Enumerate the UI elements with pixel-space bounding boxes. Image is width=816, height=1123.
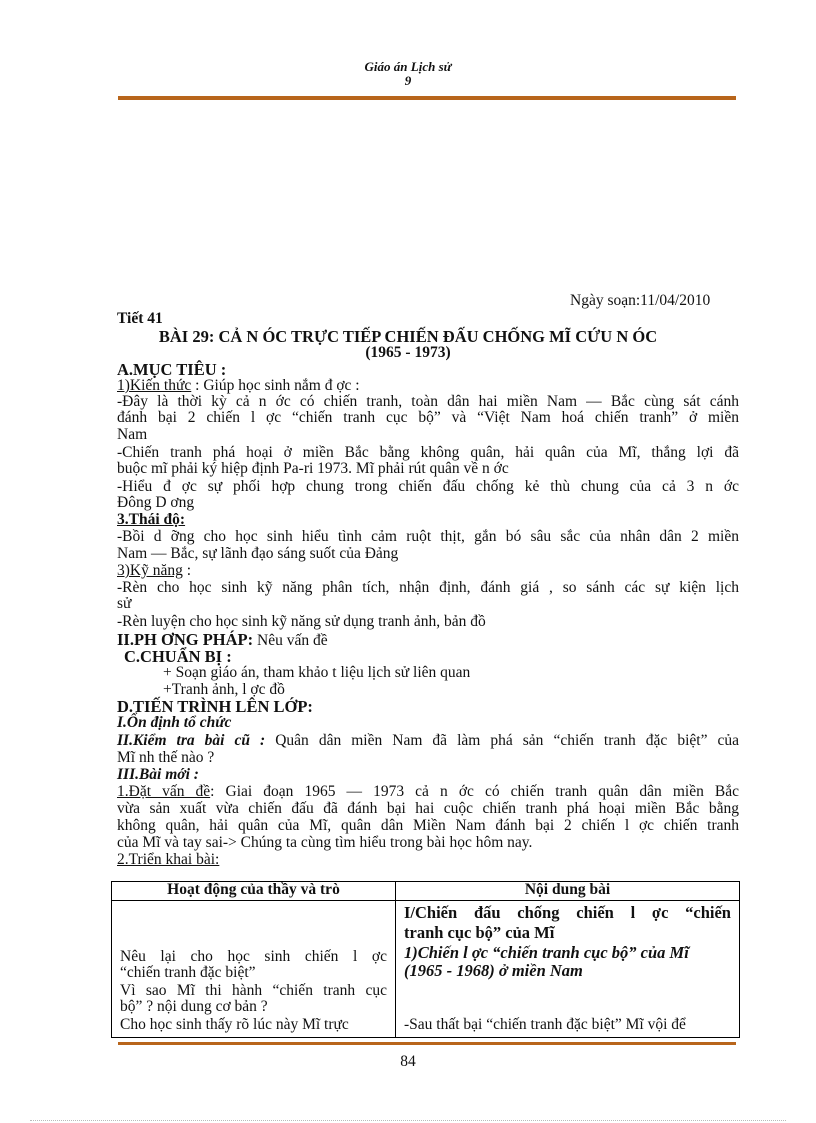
- header-rule: [118, 96, 736, 100]
- knowledge-label: 1)Kiến thức: [117, 377, 192, 394]
- skills-text: -Rèn cho học sinh kỹ năng phân tích, nhận định, đánh giá , so sánh các sự kiện lịch: [117, 579, 739, 596]
- lesson-period: Tiết 41: [117, 310, 163, 327]
- skills-label: 3)Kỹ năng: [117, 562, 183, 579]
- footer-rule: [118, 1042, 736, 1045]
- activity-line: Cho học sinh thấy rõ lúc này Mĩ trực: [120, 1016, 349, 1033]
- attitude-text: Nam — Bắc, sự lãnh đạo sáng suốt của Đảng: [117, 545, 399, 562]
- objectives-heading: A.MỤC TIÊU :: [117, 360, 227, 379]
- step-review-line: [117, 733, 739, 749]
- page-edge-dots: [30, 1120, 786, 1121]
- preparation-item: + Soạn giáo án, tham khảo t liệu lịch sử liên quan: [163, 664, 471, 681]
- deploy-label: 2.Triển khai bài:: [117, 851, 220, 868]
- lesson-years: (1965 - 1973): [365, 344, 451, 361]
- step-stabilize: I.Ổn định tổ chức: [117, 714, 232, 731]
- content-cell: [396, 901, 740, 1038]
- knowledge-text: buộc mĩ phải ký hiệp định Pa-ri 1973. Mĩ phải rút quân về n ớc: [117, 460, 509, 477]
- intro-line: [117, 784, 739, 800]
- intro-text: không quân, hải quân của Mĩ, quân dân Miền Nam đánh bại 2 chiến l ợc chiến tranh: [117, 817, 739, 834]
- knowledge-text: -Hiểu đ ợc sự phối hợp chung trong chiến đấu chống kẻ thù chung của cả 3 n ớc: [117, 478, 739, 495]
- activity-line: “chiến tranh đặc biệt”: [120, 964, 256, 981]
- step-new-lesson: III.Bài mới :: [117, 766, 199, 783]
- intro-text: : Giai đoạn 1965 — 1973 cả n ớc có chiến tranh quân dân miền Bắc: [210, 783, 739, 800]
- knowledge-text: Đông D ơng: [117, 494, 195, 511]
- intro-label: 1.Đặt vấn đề: [117, 783, 211, 800]
- knowledge-text: -Đây là thời kỳ cả n ớc có chiến tranh, toàn dân hai miền Nam — Bắc cùng sát cánh: [117, 393, 739, 410]
- skills-line: [117, 563, 191, 579]
- page-number: 84: [400, 1053, 416, 1070]
- knowledge-text: đánh bại 2 chiến l ợc “chiến tranh cục bộ” và “Việt Nam hoá chiến tranh” ở miền: [117, 409, 739, 426]
- content-subheading: (1965 - 1968) ở miền Nam: [404, 961, 583, 980]
- lesson-title: BÀI 29: CẢ N ÓC TRỰC TIẾP CHIẾN ĐẤU CHỐNG MĨ CỨU N ÓC: [158, 327, 658, 346]
- date-line: Ngày soạn:11/04/2010: [570, 292, 711, 309]
- knowledge-line: [117, 378, 360, 394]
- preparation-item: +Tranh ảnh, l ợc đồ: [163, 681, 285, 698]
- knowledge-intro: : Giúp học sinh nắm đ ợc :: [191, 377, 360, 394]
- intro-text: của Mĩ và tay sai-> Chúng ta cùng tìm hiểu trong bài học hôm nay.: [117, 834, 533, 851]
- step-review-label: II.Kiểm tra bài cũ :: [117, 732, 266, 749]
- method-label: II.PH ƠNG PHÁP:: [117, 630, 254, 649]
- col-header-activities: Hoạt động của thầy và trò: [112, 882, 396, 901]
- content-text: -Sau thất bại “chiến tranh đặc biệt” Mĩ vội để: [404, 1016, 686, 1033]
- activity-line: Vì sao Mĩ thi hành “chiến tranh cục: [120, 982, 387, 999]
- content-heading: I/Chiến đấu chống chiến l ợc “chiến: [404, 903, 731, 922]
- preparation-heading: C.CHUẨN BỊ :: [124, 647, 232, 666]
- content-heading: tranh cục bộ” của Mĩ: [404, 923, 555, 942]
- attitude-label: 3.Thái độ:: [117, 511, 186, 528]
- activities-cell: [112, 901, 396, 1038]
- step-review-question: Quân dân miền Nam đã làm phá sản “chiến tranh đặc biệt” của: [265, 732, 740, 749]
- skills-text: -Rèn luyện cho học sinh kỹ năng sử dụng tranh ảnh, bản đồ: [117, 613, 486, 630]
- activity-line: bộ” ? nội dung cơ bản ?: [120, 998, 268, 1015]
- procedure-heading: D.TIẾN TRÌNH LÊN LỚP:: [117, 697, 313, 716]
- activity-line: Nêu lại cho học sinh chiến l ợc: [120, 948, 387, 965]
- intro-text: vừa sản xuất vừa chiến đấu đã đánh bại hai cuộc chiến tranh phá hoại miền Bắc bằng: [117, 800, 739, 817]
- content-subheading: 1)Chiến l ợc “chiến tranh cục bộ” của Mĩ: [404, 943, 689, 962]
- attitude-text: -Bồi d ỡng cho học sinh hiểu tình cảm ruột thịt, gắn bó sâu sắc của nhân dân 2 miền: [117, 528, 739, 545]
- step-review-question-cont: Mĩ nh thế nào ?: [117, 749, 215, 766]
- knowledge-text: Nam: [117, 426, 148, 443]
- col-header-content: Nội dung bài: [396, 882, 740, 901]
- knowledge-text: -Chiến tranh phá hoại ở miền Bắc bằng không quân, hải quân của Mĩ, thắng lợi đã: [117, 444, 739, 461]
- method-value: Nêu vấn đề: [253, 632, 328, 649]
- lesson-table: [111, 881, 740, 1038]
- skills-suffix: :: [182, 562, 192, 579]
- header-grade: 9: [404, 73, 412, 88]
- skills-text: sử: [117, 595, 132, 612]
- header-title: Giáo án Lịch sử: [364, 59, 452, 74]
